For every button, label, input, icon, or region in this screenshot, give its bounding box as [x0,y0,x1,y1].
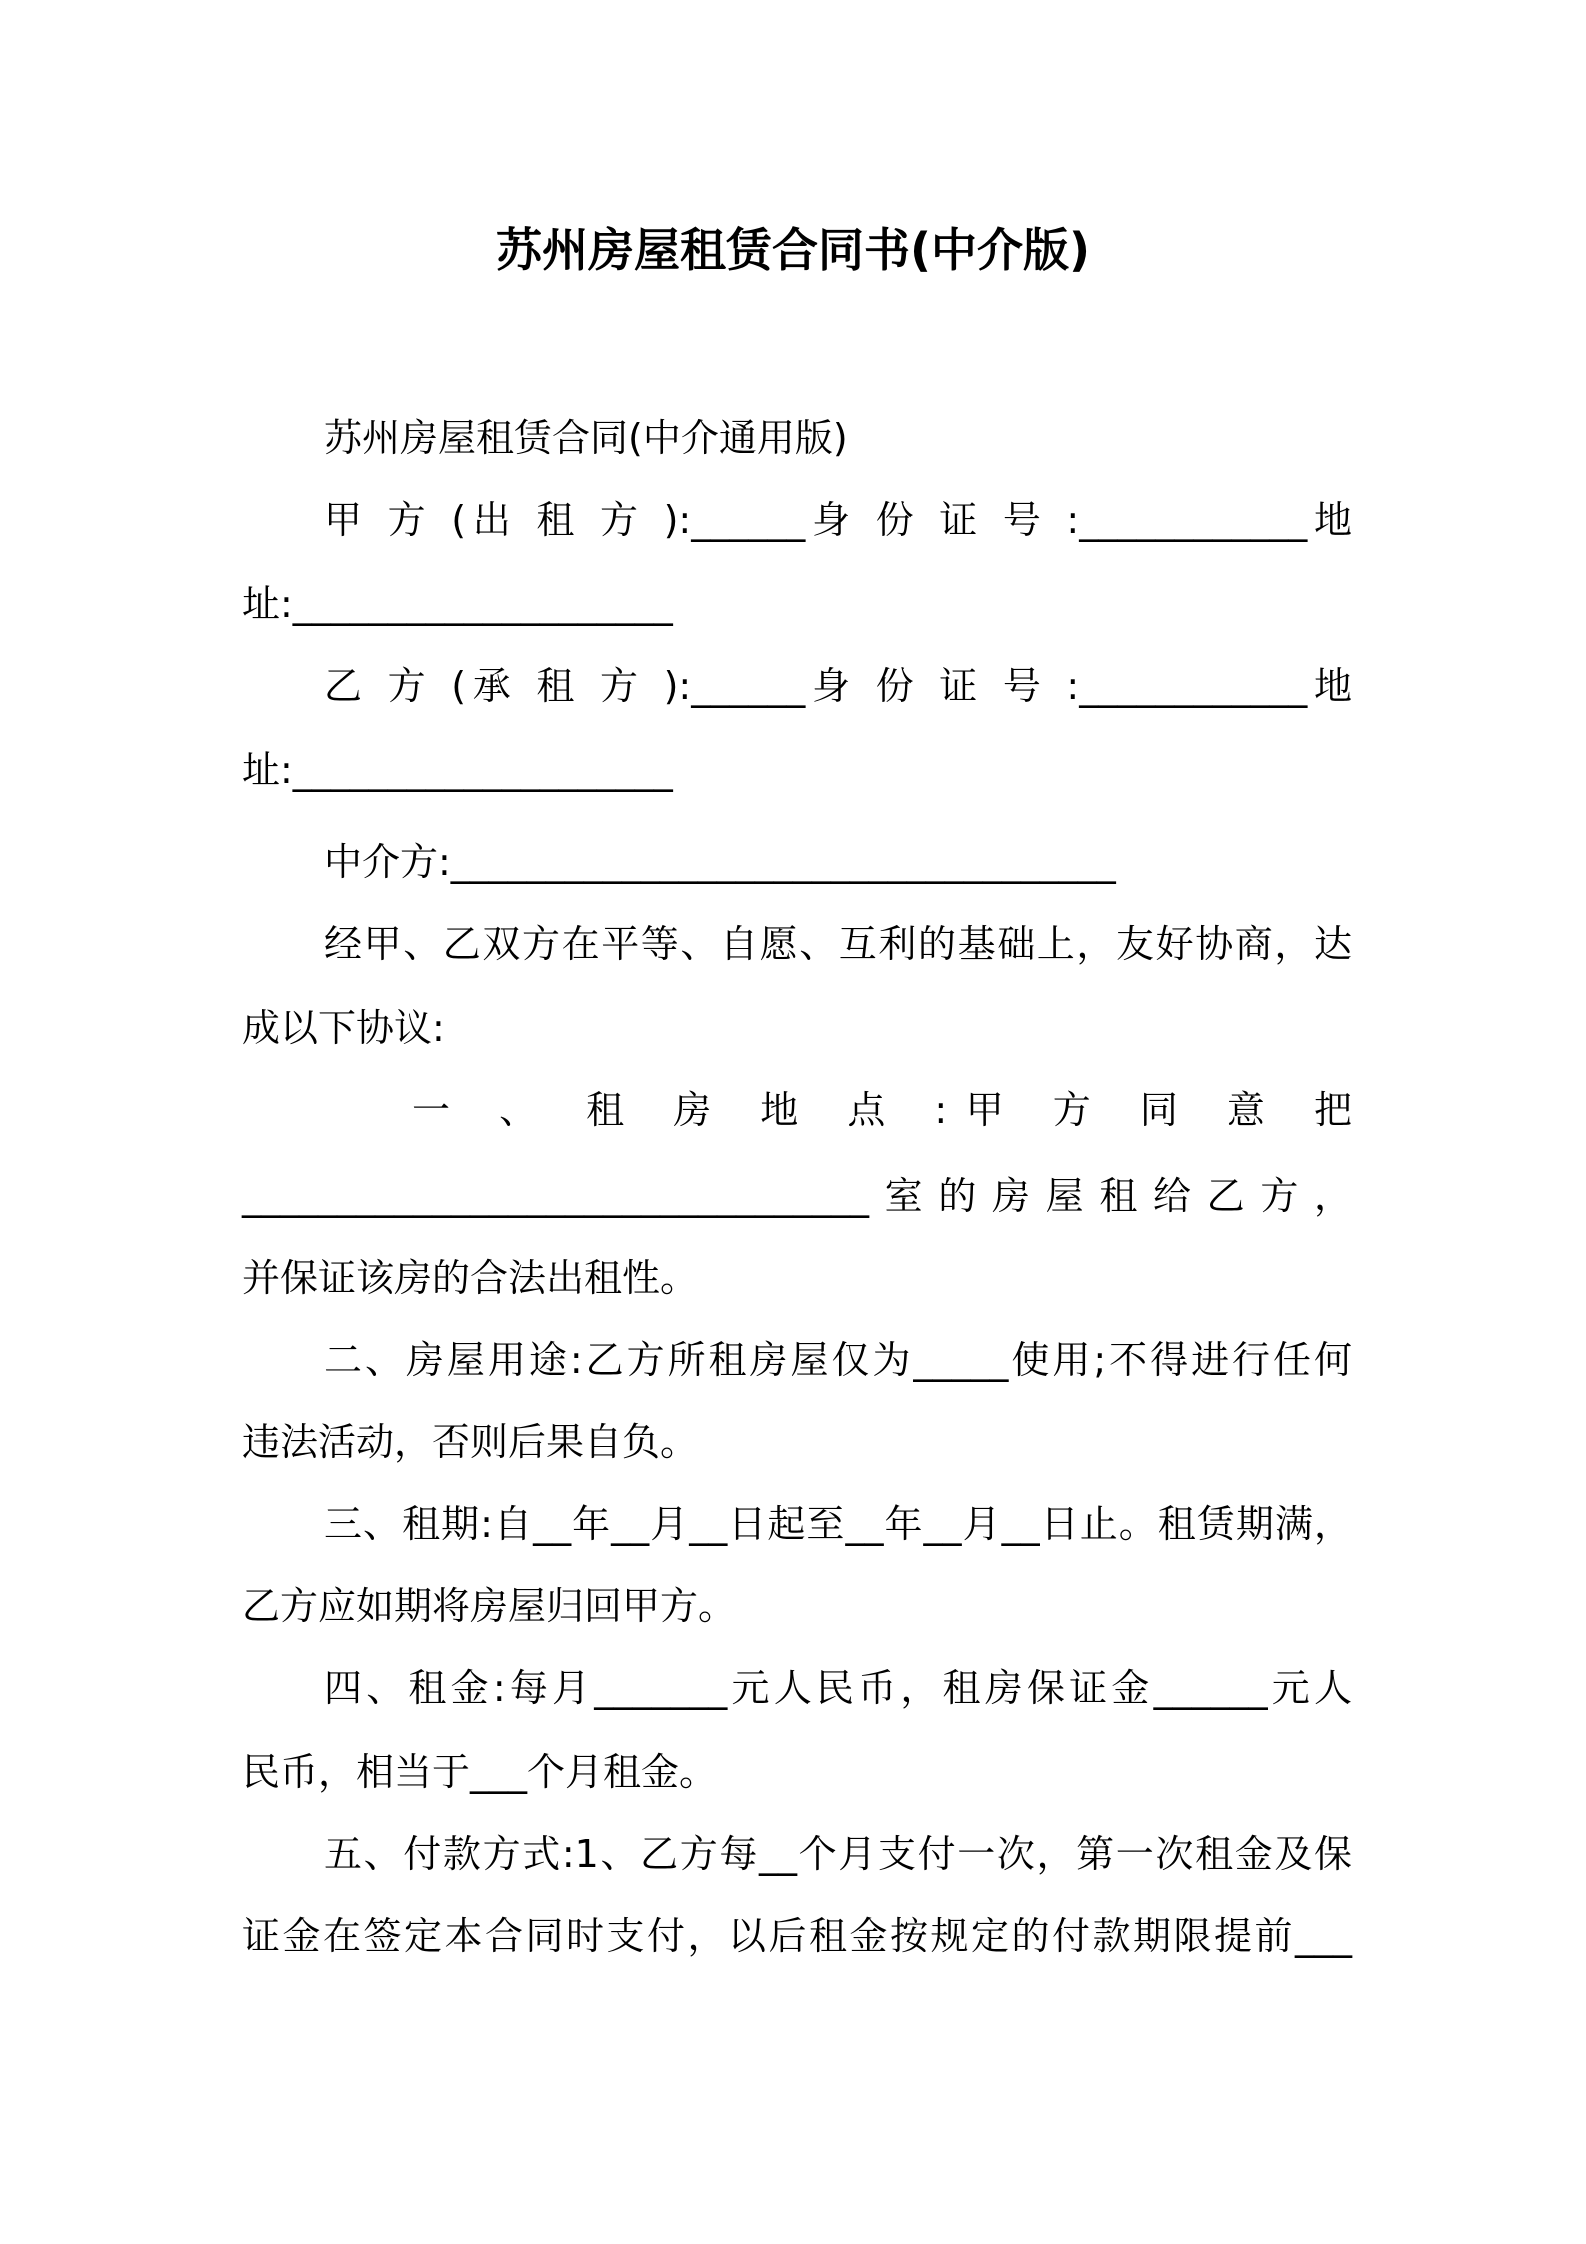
clause-2-line-2: 违法活动，否则后果自负。 [242,1420,699,1464]
clause-1-line-1: 一 、 租 房 地 点 :甲 方 同 意 把 [412,1088,1352,1132]
clause-1-line-2: _________________________________室的房屋租给乙方， [242,1174,1352,1218]
clause-4-line-2: 民币，相当于___个月租金。 [242,1750,718,1794]
party-b-line-1: 乙 方 (承 租 方 ):______身 份 证 号 :____________地 [324,664,1352,708]
party-b-line-2: 址:____________________ [242,748,673,792]
clause-3-line-1: 三、租期:自__年__月__日起至__年__月__日止。租赁期满， [324,1502,1352,1546]
agent-line: 中介方:___________________________________ [324,840,1116,884]
intro-line-2: 成以下协议: [242,1006,445,1050]
document-subtitle: 苏州房屋租赁合同(中介通用版) [324,416,848,460]
clause-3-line-2: 乙方应如期将房屋归回甲方。 [242,1584,737,1628]
clause-2-line-1: 二、房屋用途:乙方所租房屋仅为_____使用;不得进行任何 [324,1338,1352,1382]
clause-1-line-3: 并保证该房的合法出租性。 [242,1256,699,1300]
intro-line-1: 经甲、乙双方在平等、自愿、互利的基础上，友好协商，达 [324,922,1352,966]
party-a-line-1: 甲 方 (出 租 方 ):______身 份 证 号 :____________地 [324,498,1352,542]
clause-5-line-1: 五、付款方式:1、乙方每__个月支付一次，第一次租金及保 [324,1832,1352,1876]
document-title: 苏州房屋租赁合同书(中介版) [495,223,1091,277]
clause-4-line-1: 四、租金:每月_______元人民币，租房保证金______元人 [324,1666,1352,1710]
clause-5-line-2: 证金在签定本合同时支付，以后租金按规定的付款期限提前___ [242,1914,1352,1958]
party-a-line-2: 址:____________________ [242,582,673,626]
